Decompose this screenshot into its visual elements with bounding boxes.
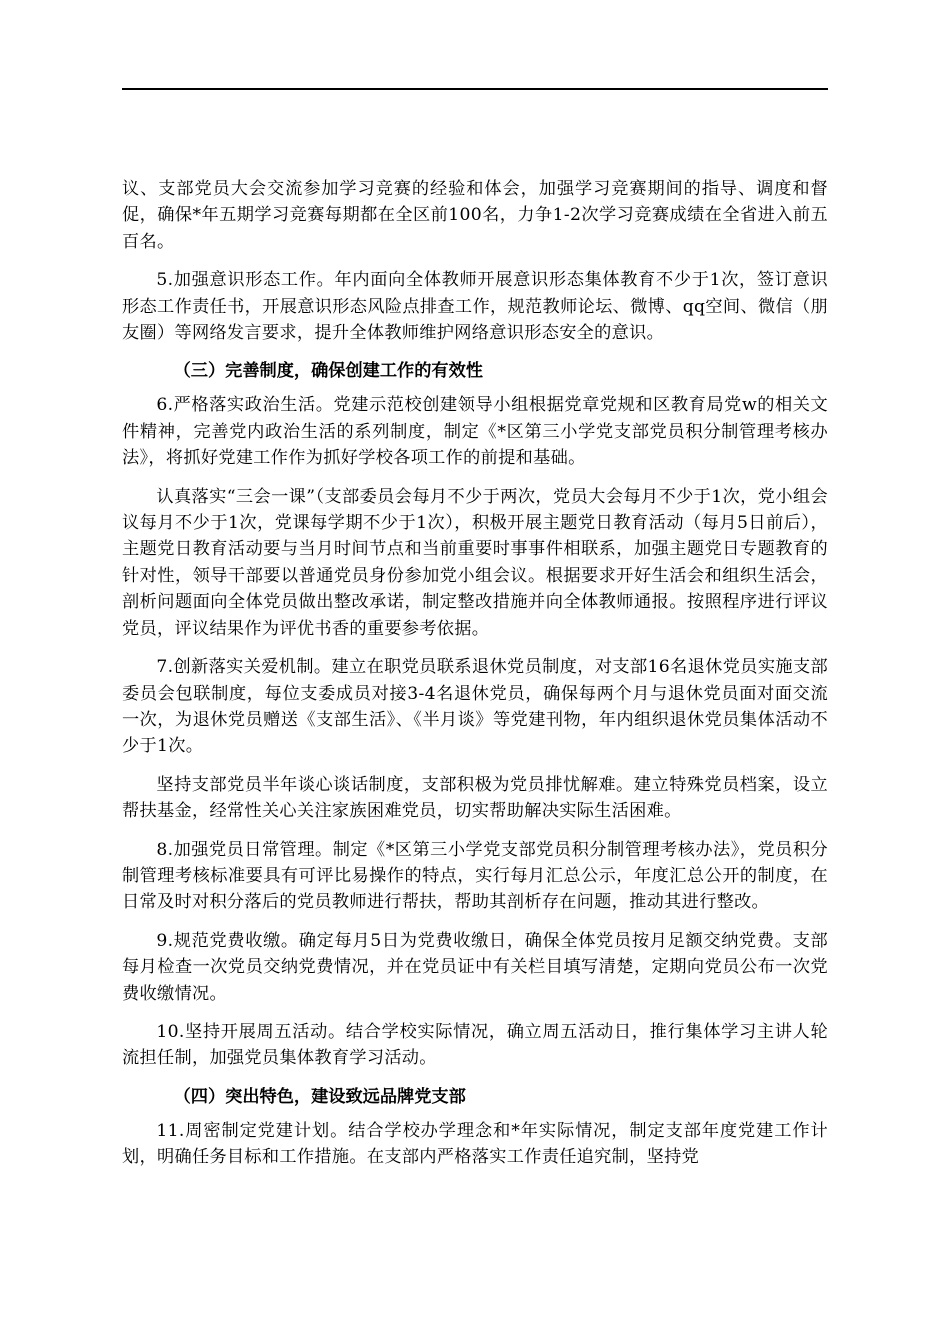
paragraph-item-5: 5.加强意识形态工作。年内面向全体教师开展意识形态集体教育不少于1次，签订意识形态工作责任书，开展意识形态风险点排查工作，规范教师论坛、微博、qq空间、微信（朋友圈）等网络发言要求，提升全体教师维护网络意识形态安全的意识。 [122, 270, 828, 344]
paragraph-item-9: 9.规范党费收缴。确定每月5日为党费收缴日，确保全体党员按月足额交纳党费。支部每月检查一次党员交纳党费情况，并在党员证中有关栏目填写清楚，定期向党员公布一次党费收缴情况。 [122, 930, 828, 1004]
document-body [122, 176, 828, 1183]
paragraph-continuation: 议、支部党员大会交流参加学习竞赛的经验和体会，加强学习竞赛期间的指导、调度和督促，确保*年五期学习竞赛每期都在全区前100名，力争1-2次学习竞赛成绩在全省进入前五百名。 [122, 179, 828, 252]
paragraph-item-8: 8.加强党员日常管理。制定《*区第三小学党支部党员积分制管理考核办法》，党员积分制管理考核标准要具有可评比易操作的特点，实行每月汇总公示，年度汇总公开的制度，在日常及时对积分落后的党员教师进行帮扶，帮助其剖析存在问题，推动其进行整改。 [122, 839, 828, 913]
paragraph-item-11: 11.周密制定党建计划。结合学校办学理念和*年实际情况，制定支部年度党建工作计划，明确任务目标和工作措施。在支部内严格落实工作责任追究制，坚持党 [122, 1120, 828, 1168]
header-rule [122, 88, 828, 90]
paragraph-three-meetings: 认真落实“三会一课”（支部委员会每月不少于两次，党员大会每月不少于1次，党小组会议每月不少于1次，党课每学期不少于1次），积极开展主题党日教育活动（每月5日前后），主题党日教育活动要与当月时间节点和当前重要时事事件相联系，加强主题党日专题教育的针对性，领导干部要以普通党员身份参加党小组会议。根据要求开好生活会和组织生活会，剖析问题面向全体党员做出整改承诺，制定整改措施并向全体教师通报。按照程序进行评议党员，评议结果作为评优书香的重要参考依据。 [122, 486, 828, 639]
paragraph-heart-talk: 坚持支部党员半年谈心谈话制度，支部积极为党员排忧解难。建立特殊党员档案，设立帮扶基金，经常性关心关注家族困难党员，切实帮助解决实际生活困难。 [122, 774, 828, 822]
paragraph-item-6: 6.严格落实政治生活。党建示范校创建领导小组根据党章党规和区教育局党w的相关文件精神，完善党内政治生活的系列制度，制定《*区第三小学党支部党员积分制管理考核办法》，将抓好党建工作作为抓好学校各项工作的前提和基础。 [122, 395, 828, 469]
section-heading-4: （四）突出特色，建设致远品牌党支部 [173, 1086, 466, 1107]
paragraph-item-7: 7.创新落实关爱机制。建立在职党员联系退休党员制度，对支部16名退休党员实施支部委员会包联制度，每位支委成员对接3-4名退休党员，确保每两个月与退休党员面对面交流一次，为退休党员赠送《支部生活》、《半月谈》等党建刊物，年内组织退休党员集体活动不少于1次。 [122, 657, 828, 757]
section-heading-3: （三）完善制度，确保创建工作的有效性 [173, 361, 483, 382]
paragraph-item-10: 10.坚持开展周五活动。结合学校实际情况，确立周五活动日，推行集体学习主讲人轮流担任制，加强党员集体教育学习活动。 [122, 1021, 828, 1069]
